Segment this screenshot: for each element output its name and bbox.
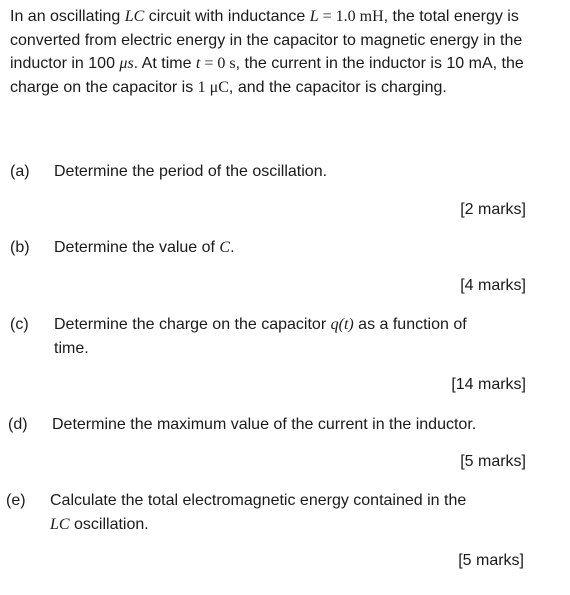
question-text: Determine the charge on the capacitor xyxy=(54,316,331,333)
marks-c: [14 marks] xyxy=(451,376,526,393)
time-value: = 0 s xyxy=(200,55,236,72)
lc-symbol: LC xyxy=(124,8,145,25)
question-d xyxy=(8,413,538,437)
intro-text: In an oscillating xyxy=(10,8,125,25)
charge-value: 1 μC xyxy=(197,78,229,96)
question-text: Determine the period of the oscillation. xyxy=(54,163,328,180)
inductance-symbol: L xyxy=(309,8,319,25)
marks-e: [5 marks] xyxy=(458,552,524,569)
microsecond-unit: μs xyxy=(119,55,134,72)
intro-text: , and the capacitor is charging. xyxy=(228,78,447,96)
intro-text: . At time xyxy=(133,55,196,72)
time-symbol: t xyxy=(195,55,201,72)
intro-paragraph xyxy=(10,5,530,99)
question-text: time. xyxy=(54,339,89,357)
question-text: Determine the maximum value of the current in the inductor. xyxy=(52,416,477,433)
marks-b: [4 marks] xyxy=(460,277,526,294)
question-label: (a) xyxy=(10,163,30,180)
question-label: (b) xyxy=(10,239,30,256)
inductance-value: = 1.0 mH xyxy=(318,8,384,25)
marks-a: [2 marks] xyxy=(460,201,526,218)
question-text-line xyxy=(54,313,524,360)
question-text: Determine the value of xyxy=(54,239,220,256)
question-text-line xyxy=(50,489,530,536)
intro-text: , the total energy is converted from electric energy in the capacitor to magnetic energy in the inductor in 100 xyxy=(10,8,523,72)
question-text: as a function of xyxy=(353,316,467,333)
question-c xyxy=(10,313,530,361)
question-b xyxy=(10,236,530,260)
marks-d: [5 marks] xyxy=(460,453,526,470)
question-a xyxy=(10,160,530,184)
charge-function-symbol: q(t) xyxy=(330,316,354,333)
question-label: (e) xyxy=(6,492,26,509)
question-text: Calculate the total electromagnetic energy contained in the xyxy=(50,492,467,509)
question-text: oscillation. xyxy=(69,515,149,533)
question-text-line xyxy=(54,236,235,260)
question-label: (d) xyxy=(8,416,28,433)
intro-text: circuit with inductance xyxy=(144,8,310,25)
capacitance-symbol: C xyxy=(219,239,231,256)
question-label: (c) xyxy=(10,316,29,333)
question-text: . xyxy=(230,239,235,256)
intro-text: , the current in the inductor is 10 mA, the charge on the capacitor is xyxy=(10,55,524,96)
question-e xyxy=(6,489,536,537)
lc-symbol: LC xyxy=(50,515,70,533)
